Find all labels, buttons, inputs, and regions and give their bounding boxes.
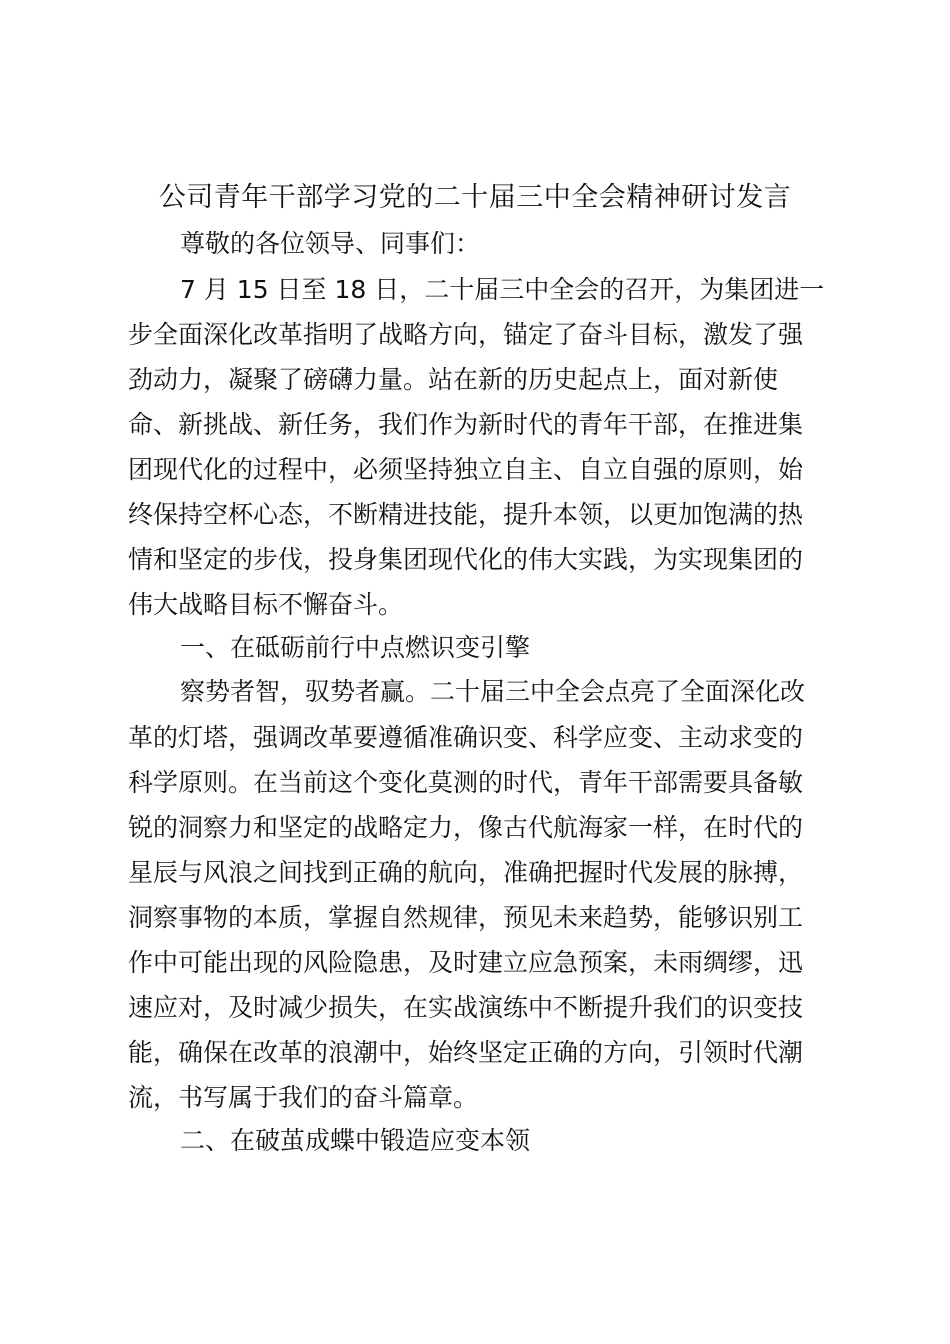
paragraph2-line: 科学原则。在当前这个变化莫测的时代，青年干部需要具备敏 — [128, 768, 804, 797]
paragraph2-line: 能，确保在改革的浪潮中，始终坚定正确的方向，引领时代潮 — [128, 1038, 804, 1067]
paragraph1-line: 命、新挑战、新任务，我们作为新时代的青年干部，在推进集 — [128, 410, 804, 439]
document-title: 公司青年干部学习党的二十届三中全会精神研讨发言 — [158, 182, 792, 213]
paragraph2-line: 革的灯塔，强调改革要遵循准确识变、科学应变、主动求变的 — [128, 723, 804, 752]
paragraph1-line: 伟大战略目标不懈奋斗。 — [128, 590, 404, 619]
paragraph2-line: 锐的洞察力和坚定的战略定力，像古代航海家一样，在时代的 — [128, 813, 804, 842]
paragraph1-line: 团现代化的过程中，必须坚持独立自主、自立自强的原则，始 — [128, 455, 804, 484]
paragraph1-line: 终保持空杯心态，不断精进技能，提升本领，以更加饱满的热 — [128, 500, 804, 529]
paragraph1-line: 情和坚定的步伐，投身集团现代化的伟大实践，为实现集团的 — [128, 545, 804, 574]
paragraph2-line: 作中可能出现的风险隐患，及时建立应急预案，未雨绸缪，迅 — [128, 948, 804, 977]
paragraph2-line: 速应对，及时减少损失，在实战演练中不断提升我们的识变技 — [128, 993, 804, 1022]
paragraph1-line: 劲动力，凝聚了磅礴力量。站在新的历史起点上，面对新使 — [128, 365, 779, 394]
section-heading-2: 二、在破茧成蝶中锻造应变本领 — [180, 1126, 531, 1155]
paragraph1-line: 步全面深化改革指明了战略方向，锚定了奋斗目标，激发了强 — [128, 320, 804, 349]
paragraph2-line: 星辰与风浪之间找到正确的航向，准确把握时代发展的脉搏， — [128, 858, 804, 887]
greeting: 尊敬的各位领导、同事们： — [180, 229, 481, 258]
paragraph2-line: 察势者智，驭势者赢。二十届三中全会点亮了全面深化改 — [180, 677, 806, 706]
section-heading-1: 一、在砥砺前行中点燃识变引擎 — [180, 633, 531, 662]
paragraph1-line: 7 月 15 日至 18 日，二十届三中全会的召开，为集团进一 — [180, 275, 825, 304]
paragraph2-line: 洞察事物的本质，掌握自然规律，预见未来趋势，能够识别工 — [128, 903, 804, 932]
paragraph2-line: 流，书写属于我们的奋斗篇章。 — [128, 1083, 479, 1112]
